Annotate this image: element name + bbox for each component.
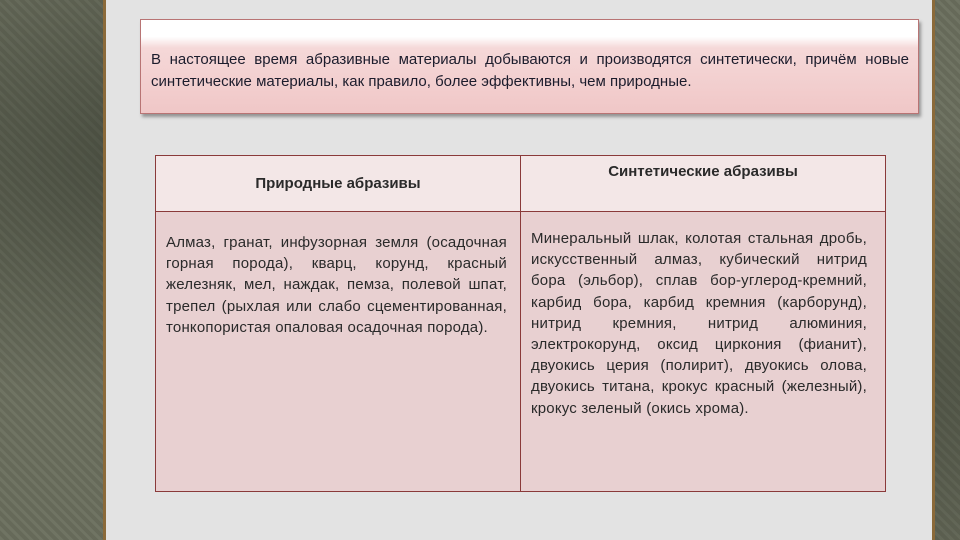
cell-natural: Алмаз, гранат, инфузорная земля (осадочная горная порода), кварц, корунд, красный железняк, мел, наждак, пемза, полевой шпат, трепел (рыхлая или слабо сцементированная, тонкопористая опаловая осадочная порода). <box>166 234 507 336</box>
header-synthetic: Синтетические абразивы <box>521 156 885 211</box>
intro-callout <box>140 19 919 114</box>
header-natural: Природные абразивы <box>156 156 520 211</box>
intro-text: В настоящее время абразивные материалы добываются и производятся синтетически, причём новые синтетические материалы, как правило, более эффективны, чем природные. <box>151 51 909 90</box>
row-divider <box>156 211 885 212</box>
column-divider <box>520 156 521 491</box>
abrasives-table <box>155 155 886 492</box>
cell-synthetic: Минеральный шлак, колотая стальная дробь, искусственный алмаз, кубический нитрид бора (эльбор), сплав бор-углерод-кремний, карбид бора, карбид кремния (карборунд), нитрид кремния, нитрид алюминия, электрокорунд, оксид циркония (фианит), двуокись церия (полирит), двуокись олова, двуокись титана, крокус красный (железный), крокус зеленый (окись хрома). <box>531 230 867 417</box>
